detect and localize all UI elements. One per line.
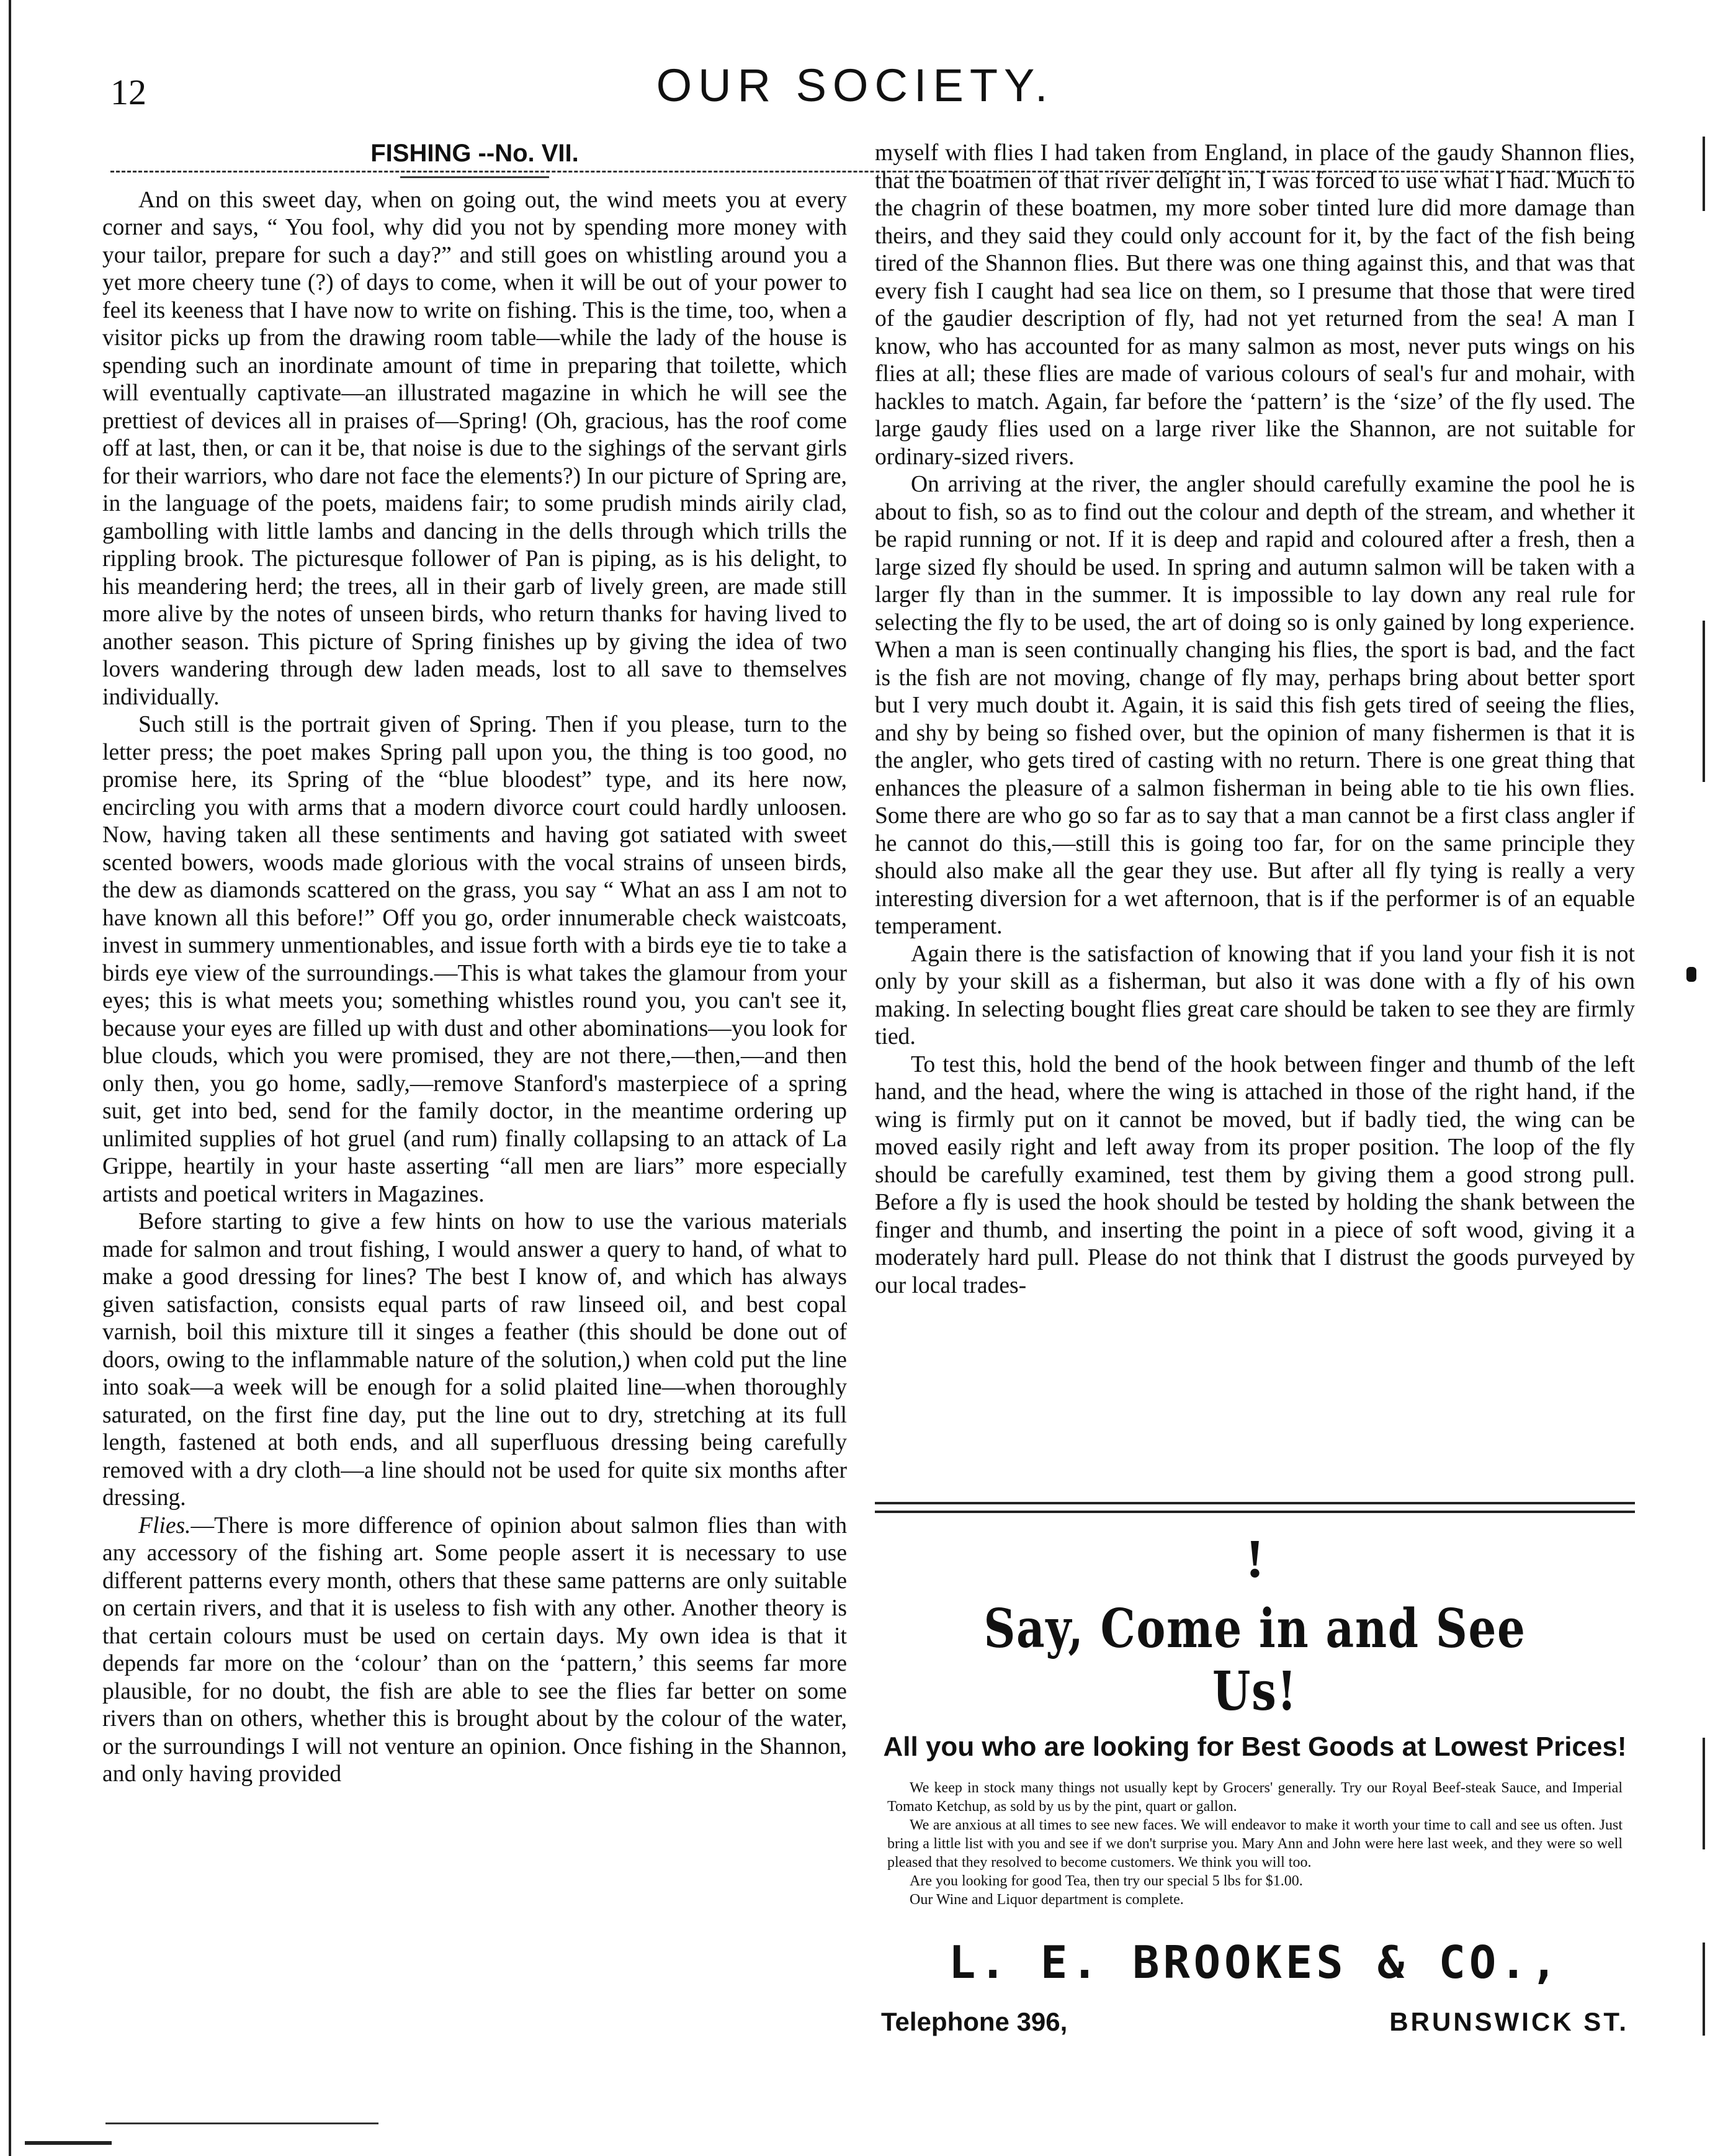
ad-subheadline: All you who are looking for Best Goods at Lowest Prices! [883, 1732, 1627, 1762]
ad-copy-paragraph: Our Wine and Liquor department is complete. [910, 1892, 1184, 1908]
edge-mark [1703, 1738, 1705, 1849]
article-title: FISHING --No. VII. [370, 140, 579, 167]
ad-top-rule [875, 1502, 1635, 1513]
article-column-right [875, 140, 1635, 1493]
edge-mark [1703, 137, 1705, 211]
article-paragraph: To test this, hold the bend of the hook between finger and thumb of the left hand, and the head, where the wing is attached in those of the right hand, if the wing is firmly put on it cannot be moved, but if badly tied, the wing can be moved easily right and left away from its proper position. The loop of the fly should be carefully examined, test them by giving them a good strong pull. Before a fly is used the hook should be tested by holding the shank between the finger and thumb, and inserting the point in a piece of soft wood, giving it a moderately hard pull. Please do not think that I distrust the goods purveyed by our local trades- [875, 1051, 1635, 1298]
edge-mark [1703, 1943, 1705, 2036]
footer-rule [105, 2122, 378, 2124]
article-paragraph: Before starting to give a few hints on how to use the various materials made for salmon and trout fishing, I would answer a query to hand, of what to make a good dressing for lines? The best I know of, and which has always given satisfaction, consists equal parts of raw linseed oil, and best copal varnish, boil this mixture till it singes a feather (this should be done out of doors, owing to the inflammable nature of the solution,) when cold put the line into soak—a week will be enough for a solid plaited line—when thoroughly saturated, on the first fine day, put the line out to dry, stretching at its full length, fastened at both ends, and all superfluous dressing being carefully removed with a dry cloth—a line should not be used for quite six months after dressing. [102, 1209, 847, 1511]
footer-rule-thick [25, 2141, 112, 2145]
page-number: 12 [110, 72, 146, 112]
ad-headline: Say, Come in and See Us! [983, 1597, 1526, 1723]
ad-street: BRUNSWICK ST. [1389, 2007, 1629, 2036]
flies-lead: Flies. [138, 1512, 191, 1538]
ad-copy-paragraph: Are you looking for good Tea, then try our special 5 lbs for $1.00. [910, 1873, 1303, 1889]
masthead-title: OUR SOCIETY. [656, 60, 1054, 111]
ad-company-name: L. E. BROOKES & CO., [949, 1936, 1561, 1988]
article-paragraph: On arriving at the river, the angler should carefully examine the pool he is about to fish, so as to find out the colour and depth of the stream, and whether it be rapid running or not. If it is deep and rapid and coloured after a fresh, then a large sized fly should be used. In spring and autumn salmon will be taken with a larger fly than in the summer. It is impossible to lay down any real rule for selecting the fly to be used, the art of doing so is only gained by long experience. When a man is seen continually changing his flies, the sport is bad, and the fact is the fish are not moving, change of fly may, perhaps bring about better sport but I very much doubt it. Again, it is said this fish gets tired of seeing the flies, and shy by being so fished over, but the opinion of many fishermen is that it is the angler, who gets tired of casting with no return. There is one great thing that enhances the pleasure of a salmon fisherman in being able to tie his own flies. Some there are who go so far as to say that a man cannot be a first class angler if he cannot do this,—still this is going too far, for on the same principle they should also make all the gear they use. But after all fly tying is really a very interesting diversion for a wet afternoon, that is if the performer is of an equable temperament. [875, 472, 1635, 939]
advertisement [875, 1502, 1635, 2073]
article-paragraph-continued: myself with flies I had taken from England, in place of the gaudy Shannon flies, that the boatmen of that river delight in, I was forced to use what I had. Much to the chagrin of these boatmen, my more sober tinted lure did more damage than theirs, and they said they could only account for it, by the fact of the fish being tired of the Shannon flies. But there was one thing against this, and that was that every fish I caught had sea lice on them, so I presume that those that were tired of the gaudier description of fly, had not yet returned from the sea! A man I know, who has accounted for as many salmon as most, never puts wings on his flies at all; these flies are made of various colours of seal's fur and mohair, with hackles to match. Again, far before the ‘pattern’ is the ‘size’ of the fly used. The large gaudy flies used on a large river like the Shannon, are not suitable for ordinary-sized rivers. [875, 140, 1635, 470]
article-paragraph: Again there is the satisfaction of knowing that if you land your fish it is not only by your skill as a fisherman, but also it was done with a fly of his own making. In selecting bought flies great care should be taken to see they are firmly tied. [875, 941, 1635, 1049]
title-rule [400, 176, 549, 178]
page-edge-rule [9, 0, 11, 2156]
ad-copy [887, 1779, 1623, 1909]
article-paragraph: And on this sweet day, when on going out, the wind meets you at every corner and says, “ You fool, why did you not by spending more money with your tailor, prepare for such a day?” and still goes on whistling around you a yet more cheery tune (?) of days to come, when it will be out of your power to feel its keeness that I have now to write on fishing. This is the time, too, when a visitor picks up from the drawing room table—while the lady of the house is spending such an inordinate amount of time in preparing that toilette, which will eventually captivate—an illustrated magazine in which he will see the prettiest of devices all in praises of—Spring! (Oh, gracious, has the roof come off at last, then, or can it be, that noise is due to the sighings of the servant girls for their warriors, who dare not face the elements?) In our picture of Spring are, in the language of the poets, maidens fair; to some prudish minds airily clad, gambolling with little lambs and dancing in the dells through which trills the rippling brook. The picturesque follower of Pan is piping, as is his delight, to his meandering herd; the trees, all in their garb of lively green, are made still more alive by the notes of unseen birds, who return thanks for having lived to another season. This picture of Spring finishes up by giving the idea of two lovers wandering through dew laden meads, lost to all save to themselves individually. [102, 187, 847, 710]
ad-copy-paragraph: We keep in stock many things not usually kept by Grocers' generally. Try our Royal Beef-steak Sauce, and Imperial Tomato Ketchup, as sold by us by the pint, quart or gallon. [887, 1780, 1623, 1815]
page-header [0, 59, 1710, 127]
article-column-left [102, 140, 847, 2020]
edge-mark [1703, 621, 1705, 782]
ad-footer [881, 2007, 1629, 2037]
ad-exclamation-mark: ! [1245, 1529, 1265, 1589]
ad-copy-paragraph: We are anxious at all times to see new faces. We will endeavor to make it worth your time to call and see us often. Just bring a little list with you and see if we don't surprise you. Mary Ann and John were here last week, and they were so well pleased that they resolved to become customers. We think you will too. [887, 1817, 1623, 1871]
article-paragraph: Such still is the portrait given of Spring. Then if you please, turn to the letter press; the poet makes Spring pall upon you, the thing is too good, no promise here, its Spring of the “blue bloodest” type, and its here now, encircling you with arms that a modern divorce court could hardly unloosen. Now, having taken all these sentiments and having got satiated with sweet scented bowers, woods made glorious with the vocal strains of unseen birds, the dew as diamonds scattered on the grass, you say “ What an ass I am not to have known all this before!” Off you go, order innumerable check waistcoats, invest in summery unmentionables, and issue forth with a birds eye tie to take a birds eye view of the surroundings.—This is what takes the glamour from your eyes; this is what meets you; something whistles round you, you can't see it, because your eyes are filled up with dust and other abominations—you look for blue clouds, which you were promised, they are not there,—then,—and then only then, you go home, sadly,—remove Stanford's masterpiece of a spring suit, get into bed, send for the family doctor, in the meantime ordering up unlimited supplies of hot gruel (and rum) finally collapsing to an attack of La Grippe, heartily in your haste asserting “all men are liars” more especially artists and poetical writers in Magazines. [102, 712, 847, 1207]
article-paragraph-flies [102, 1512, 847, 1789]
flies-text: —There is more difference of opinion about salmon flies than with any accessory of the fishing art. Some people assert it is necessary to use different patterns every month, others that these same patterns are only suitable on certain rivers, and that it is useless to fish with any other. Another theory is that certain colours must be used on certain days. My own idea is that it depends far more on the ‘colour’ than on the ‘pattern,’ this seems far more plausible, for no doubt, the fish are able to see the flies far better on some rivers than on others, whether this is brought about by the colour of the water, or the surroundings I will not venture an opinion. Once fishing in the Shannon, and only having provided [102, 1512, 847, 1787]
ad-telephone: Telephone 396, [881, 2007, 1068, 2036]
right-edge-marks [1685, 93, 1710, 1955]
